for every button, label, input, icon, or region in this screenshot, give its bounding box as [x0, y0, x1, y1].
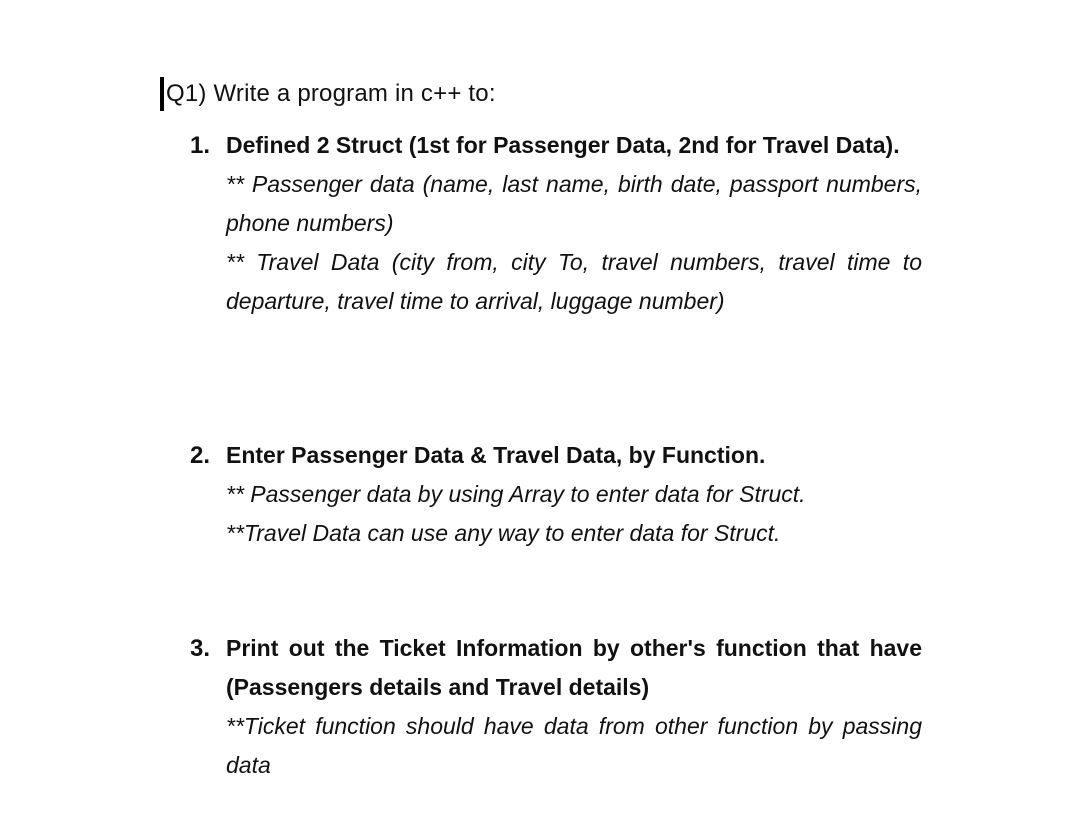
task-note[interactable]: **Travel Data can use any way to enter data for Struct. — [226, 520, 781, 546]
text-cursor — [160, 77, 164, 111]
task-note[interactable]: ** Travel Data (city from, city To, travel numbers, travel time to departure, travel time to arrival, luggage number) — [226, 249, 922, 314]
task-note[interactable]: ** Passenger data by using Array to enter data for Struct. — [226, 481, 806, 507]
question-heading[interactable]: Q1) Write a program in c++ to: — [166, 80, 496, 107]
task-title[interactable]: Print out the Ticket Information by other's function that have (Passengers details and Travel details) — [226, 635, 922, 700]
task-number: 3. — [190, 635, 211, 662]
task-title[interactable]: Enter Passenger Data & Travel Data, by Function. — [226, 442, 766, 468]
task-body — [226, 629, 922, 785]
task-note[interactable]: **Ticket function should have data from other function by passing data — [226, 713, 922, 778]
task-body — [226, 436, 922, 553]
task-number: 2. — [190, 442, 211, 469]
task-number: 1. — [190, 132, 211, 159]
task-note[interactable]: ** Passenger data (name, last name, birth date, passport numbers, phone numbers) — [226, 171, 922, 236]
task-body — [226, 126, 922, 321]
question-heading-line[interactable] — [160, 76, 496, 112]
task-title[interactable]: Defined 2 Struct (1st for Passenger Data, 2nd for Travel Data). — [226, 132, 900, 158]
